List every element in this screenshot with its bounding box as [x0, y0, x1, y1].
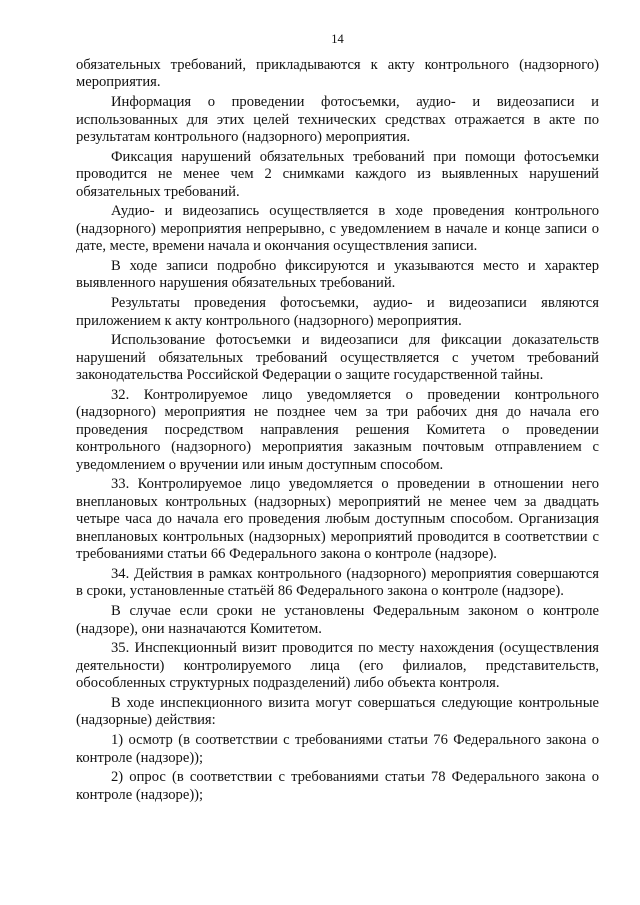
paragraph: В ходе инспекционного визита могут совершаться следующие контрольные (надзорные) действия: — [76, 694, 599, 729]
list-item: 1) осмотр (в соответствии с требованиями статьи 76 Федерального закона о контроле (надзоре)); — [76, 732, 599, 766]
list-item: 2) опрос (в соответствии с требованиями статьи 78 Федерального закона о контроле (надзоре)); — [76, 769, 599, 803]
paragraph: Информация о проведении фотосъемки, аудио- и видеозаписи и использованных для этих целей технических средствах отражается в акте по результатам контрольного (надзорного) мероприятия. — [76, 94, 599, 146]
paragraph: Фиксация нарушений обязательных требований при помощи фотосъемки проводится не менее чем 2 снимками каждого из выявленных нарушений обязательных требований. — [76, 148, 599, 200]
paragraph-item-34: 34. Действия в рамках контрольного (надзорного) мероприятия совершаются в сроки, установленные статьёй 86 Федерального закона о контроле (надзоре). — [76, 565, 599, 600]
paragraph: Результаты проведения фотосъемки, аудио- и видеозаписи являются приложением к акту контрольного (надзорного) мероприятия. — [76, 295, 599, 329]
paragraph: Аудио- и видеозапись осуществляется в ходе проведения контрольного (надзорного) мероприятия непрерывно, с уведомлением в начале и конце записи о дате, месте, времени начала и окончания осуществления записи. — [76, 203, 599, 255]
document-page — [76, 32, 599, 807]
page-number: 14 — [331, 32, 344, 46]
paragraph: В случае если сроки не установлены Федеральным законом о контроле (надзоре), они назначаются Комитетом. — [76, 603, 599, 637]
paragraph: В ходе записи подробно фиксируются и указываются место и характер выявленного нарушения обязательных требований. — [76, 258, 599, 292]
paragraph: обязательных требований, прикладываются к акту контрольного (надзорного) мероприятия. — [76, 57, 599, 91]
paragraph-item-35: 35. Инспекционный визит проводится по месту нахождения (осуществления деятельности) контролируемого лица (его филиалов, представительств, обособленных структурных подразделений) либо объекта контроля. — [76, 640, 599, 692]
paragraph-item-33: 33. Контролируемое лицо уведомляется о проведении в отношении него внеплановых контрольных (надзорных) мероприятий не менее чем за двадцать четыре часа до начала его проведения любым доступным способом. Организация внеплановых контрольных (надзорных) мероприятий проводится в соответствии с требованиями статьи 66 Федерального закона о контроле (надзоре). — [76, 476, 599, 563]
paragraph-item-32: 32. Контролируемое лицо уведомляется о проведении контрольного (надзорного) мероприятия не позднее чем за три рабочих дня до начала его проведения посредством направления решения Комитета о проведении контрольного (надзорного) мероприятия заказным почтовым отправлением с уведомлением о вручении или иным доступным способом. — [76, 387, 599, 473]
paragraph: Использование фотосъемки и видеозаписи для фиксации доказательств нарушений обязательных требований осуществляется с учетом требований законодательства Российской Федерации о защите государственной тайны. — [76, 332, 599, 384]
